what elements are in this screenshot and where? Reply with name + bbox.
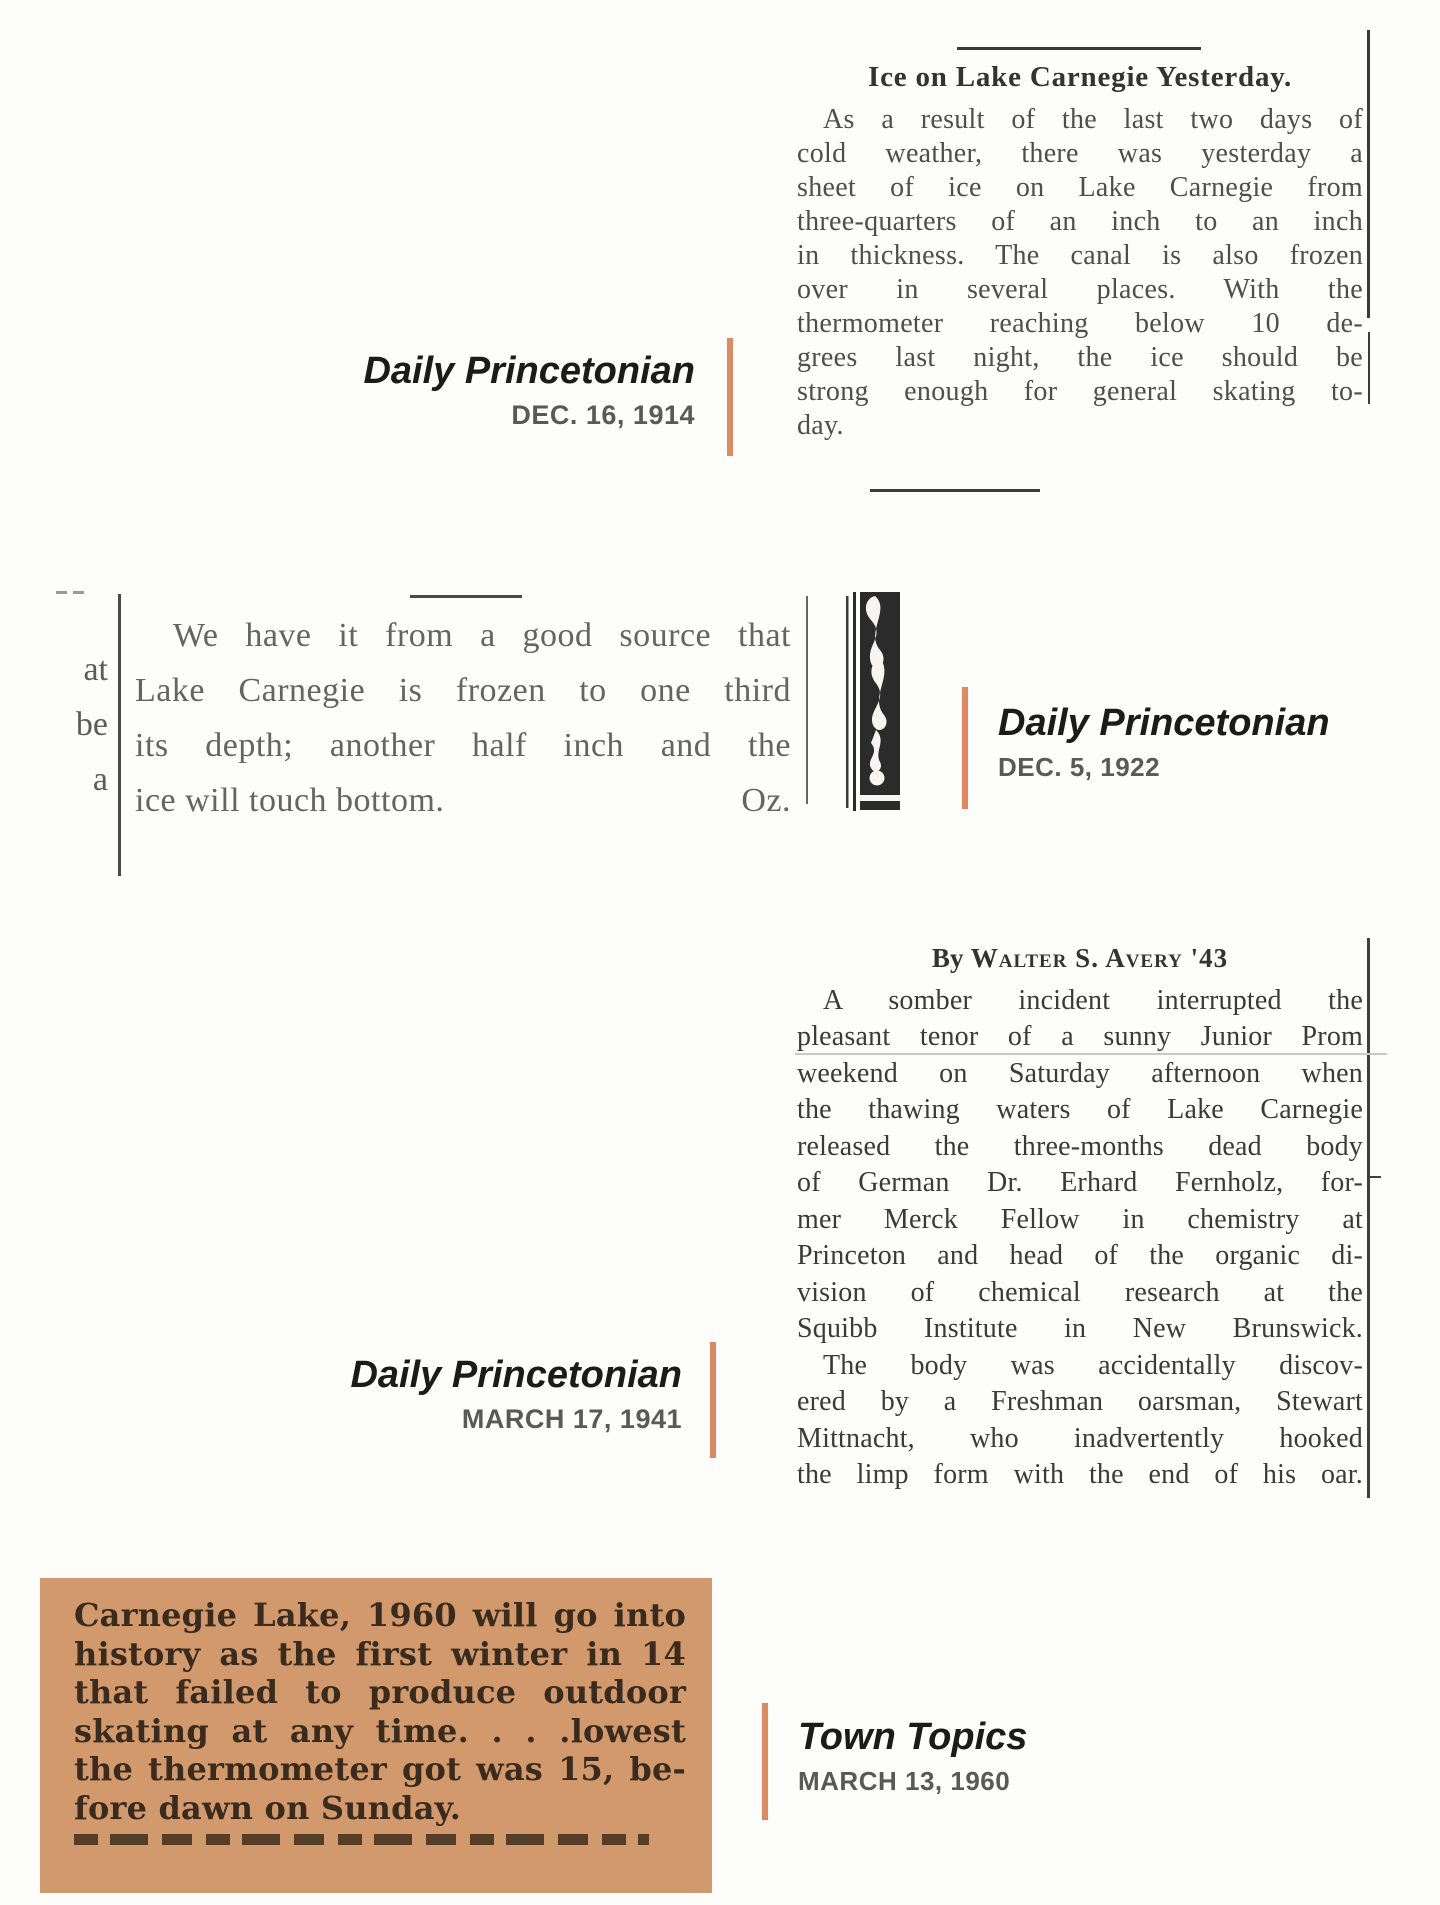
clipping-1914-line: grees last night, the ice should be (797, 342, 1363, 373)
scan-artifact-tick (1367, 1176, 1381, 1178)
label-1941-title: Daily Princetonian (350, 1354, 682, 1396)
clipping-1941 (797, 940, 1363, 1494)
clipping-1941-line: the thawing waters of Lake Carnegie (797, 1094, 1363, 1125)
clipping-1922-column-rule (118, 594, 121, 876)
clipping-1914-line: three-quarters of an inch to an inch (797, 206, 1363, 237)
clipping-1914 (797, 60, 1363, 443)
clipping-1941-line: of German Dr. Erhard Fernholz, for- (797, 1167, 1363, 1198)
label-1922-date: DEC. 5, 1922 (998, 751, 1161, 782)
clipping-1941-line: weekend on Saturday afternoon when (797, 1057, 1363, 1089)
clipping-1960-line: history as the first winter in 14 (74, 1634, 686, 1673)
label-1922-accent-bar (962, 687, 968, 809)
clipping-1922-right-rule (806, 596, 808, 804)
clipping-1922-line: Lake Carnegie is frozen to one third (135, 672, 791, 709)
clipping-1922-line: its depth; another half inch and the (135, 727, 791, 764)
margin-fragment: a (92, 761, 108, 798)
clipping-1922-line: We have it from a good source that (173, 617, 791, 654)
clipping-1960-line: that failed to produce outdoor (74, 1673, 686, 1711)
clipping-1941-line: Princeton and head of the organic di- (797, 1240, 1363, 1271)
clipping-1914-line: strong enough for general skating to- (797, 376, 1363, 407)
clipping-1941-byline (797, 940, 1363, 977)
byline-by: By (931, 943, 964, 973)
clipping-1960 (40, 1578, 712, 1893)
clipping-1941-line: Squibb Institute in New Brunswick. (797, 1313, 1363, 1344)
clipping-1960-line: Carnegie Lake, 1960 will go into (74, 1596, 686, 1634)
clipping-1960-line: the thermometer got was 15, be- (74, 1750, 686, 1788)
clipping-1922-top-rule (410, 595, 522, 598)
clipping-1914-line: As a result of the last two days of (823, 104, 1363, 135)
clipping-1941-line: Mittnacht, who inadvertently hooked (797, 1422, 1363, 1454)
label-1922-title: Daily Princetonian (998, 702, 1330, 744)
clipping-1914-line: day. (797, 410, 844, 441)
byline-name: Walter S. Avery '43 (970, 943, 1229, 973)
clipping-1914-bottom-rule (870, 489, 1040, 492)
clipping-1922-last-line (135, 773, 791, 828)
printers-ornament-icon (845, 592, 903, 814)
clipping-1941-line: A somber incident interrupted the (823, 984, 1363, 1016)
clipping-1960-line: skating at any time. . . .lowest (74, 1711, 686, 1750)
clipping-1914-line: sheet of ice on Lake Carnegie from (797, 172, 1363, 203)
label-1960 (798, 1716, 1198, 1797)
clipping-1941-line: mer Merck Fellow in chemistry at (797, 1203, 1363, 1235)
margin-fragment: be (75, 706, 108, 743)
clipping-1941-right-rule (1367, 938, 1370, 1498)
label-1941-accent-bar (710, 1342, 716, 1458)
clipping-1914-right-rule (1367, 30, 1370, 318)
label-1960-title: Town Topics (798, 1716, 1028, 1758)
clipping-1922-line: ice will touch bottom. (135, 782, 445, 819)
label-1922 (998, 702, 1398, 783)
scan-artifact-dash (73, 591, 84, 594)
label-1914 (335, 350, 695, 431)
label-1960-date: MARCH 13, 1960 (798, 1765, 1011, 1796)
cut-off-text-line (74, 1834, 649, 1845)
clipping-1941-line: vision of chemical research at the (797, 1276, 1363, 1308)
clipping-1960-line: fore dawn on Sunday. (74, 1788, 462, 1827)
clipping-1922 (135, 608, 791, 828)
label-1941 (330, 1354, 682, 1435)
clipping-1914-line: in thickness. The canal is also frozen (797, 240, 1363, 271)
clipping-1914-top-rule (957, 47, 1201, 50)
clipping-1914-line: over in several places. With the (797, 274, 1363, 305)
clipping-1941-line: pleasant tenor of a sunny Junior Prom (797, 1021, 1363, 1052)
clipping-1941-line: ered by a Freshman oarsman, Stewart (797, 1386, 1363, 1417)
scan-artifact-dash (56, 591, 67, 594)
clipping-1914-right-rule-lower (1368, 332, 1370, 404)
margin-fragment: at (83, 651, 108, 688)
clipping-1922-margin-fragments (62, 642, 108, 807)
label-1914-accent-bar (727, 338, 733, 456)
clipping-1914-line: thermometer reaching below 10 de- (797, 308, 1363, 339)
label-1914-date: DEC. 16, 1914 (511, 399, 695, 430)
label-1960-accent-bar (762, 1703, 768, 1820)
clipping-1914-headline: Ice on Lake Carnegie Yesterday. (867, 61, 1293, 93)
label-1941-date: MARCH 17, 1941 (461, 1403, 682, 1434)
clipping-1941-line: released the three-months dead body (797, 1130, 1363, 1162)
clipping-1922-signature: Oz. (741, 782, 791, 819)
clipping-1941-line: the limp form with the end of his oar. (797, 1459, 1363, 1490)
clipping-1941-line: The body was accidentally discov- (823, 1349, 1363, 1381)
label-1914-title: Daily Princetonian (363, 350, 695, 392)
clipping-1914-line: cold weather, there was yesterday a (797, 138, 1363, 169)
